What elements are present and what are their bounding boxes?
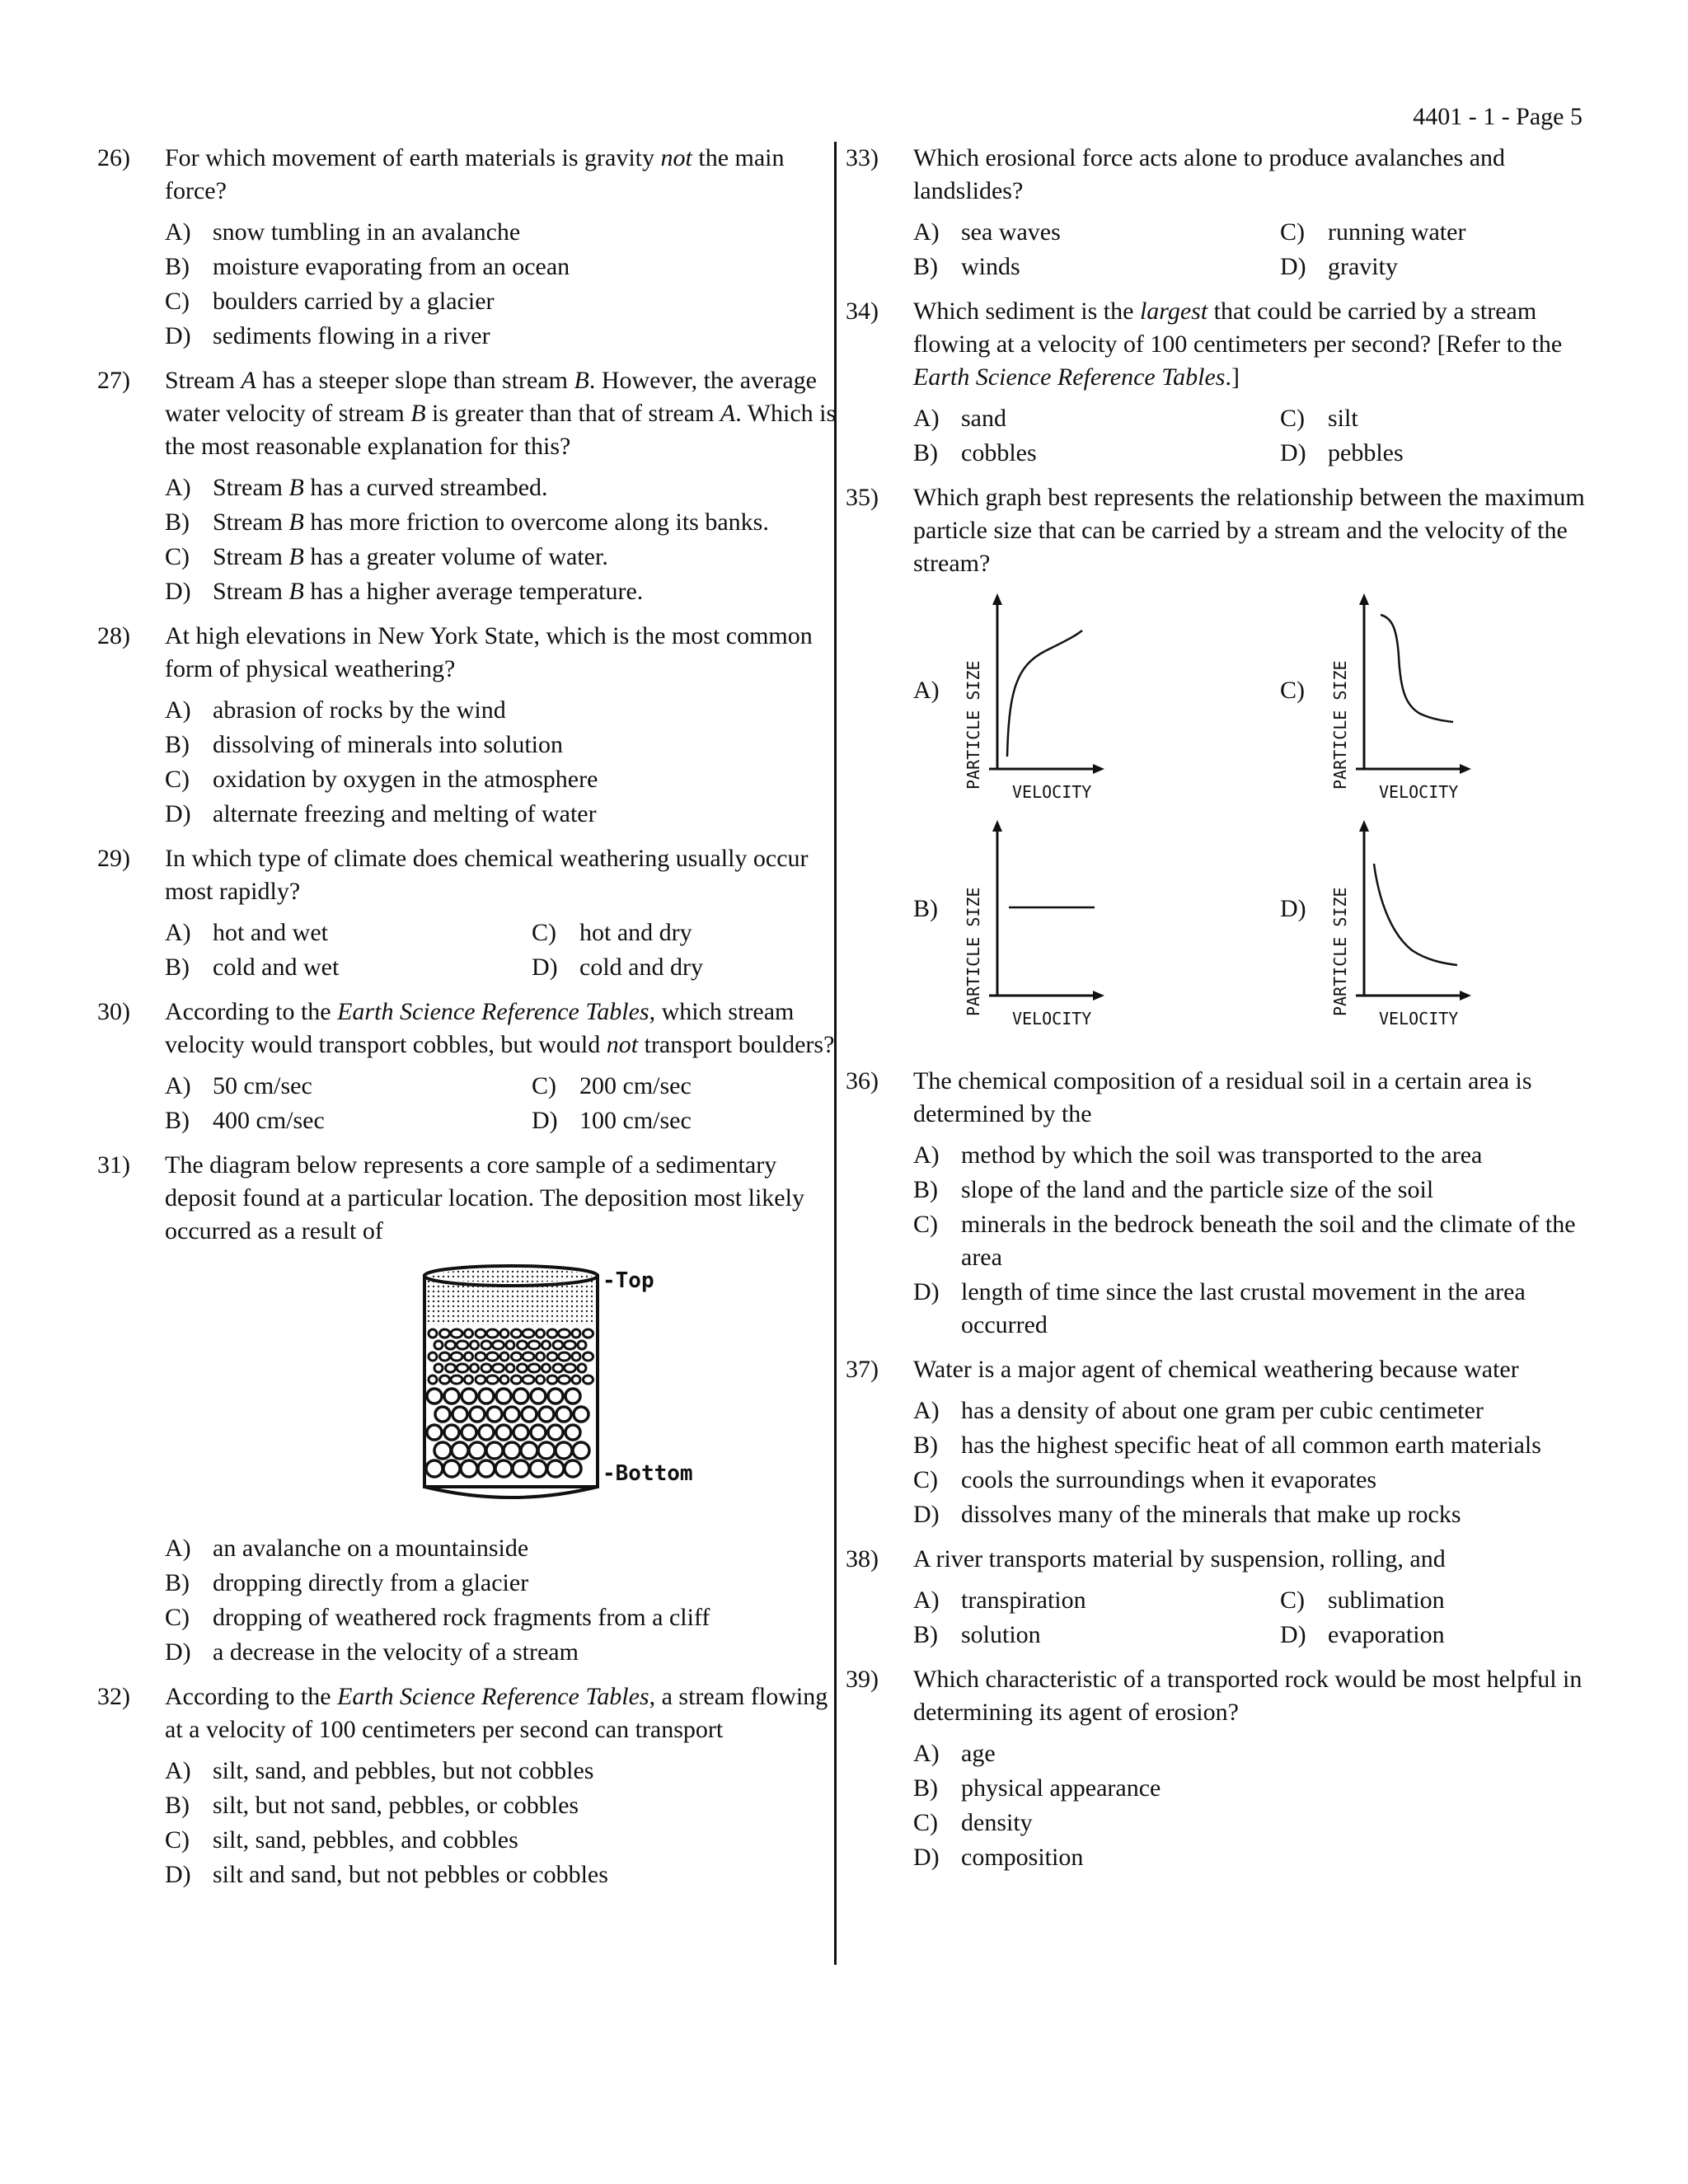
question-37: [846, 1353, 1587, 1531]
x-axis-arrow: [1093, 764, 1104, 774]
pebble-clast: [542, 1364, 551, 1372]
question-number: 26): [97, 144, 130, 171]
cobble-clast: [495, 1460, 512, 1477]
question-number: 39): [846, 1666, 879, 1693]
answer-choices: [913, 1394, 1587, 1531]
pebble-clast: [553, 1341, 563, 1349]
cobble-clast: [479, 1425, 494, 1440]
cobble-clast: [556, 1442, 572, 1459]
question-text: The chemical composition of a residual soil in a certain area is determined by the: [913, 1067, 1532, 1127]
pebble-clast: [440, 1329, 450, 1338]
x-axis-label: VELOCITY: [1012, 1009, 1092, 1029]
pebble-clast: [572, 1329, 580, 1338]
choice-d[interactable]: D) cold and dry: [532, 954, 703, 981]
pebble-clast: [500, 1376, 509, 1384]
choice-b[interactable]: B) cold and wet: [165, 954, 340, 981]
cobble-clast: [444, 1389, 459, 1404]
pebble-clast: [559, 1376, 570, 1384]
question-text: For which movement of earth materials is gravity not the main force?: [165, 144, 785, 204]
pebble-clast: [465, 1352, 473, 1361]
cobble-clast: [565, 1425, 580, 1440]
cobble-clast: [444, 1425, 459, 1440]
pebble-clast: [537, 1352, 545, 1361]
pebble-clast: [537, 1376, 545, 1384]
y-axis-label: PARTICLE SIZE: [964, 660, 983, 790]
cobble-clast: [461, 1460, 477, 1477]
cobble-clast: [462, 1425, 476, 1440]
pebble-clast: [553, 1364, 563, 1372]
pebble-clast: [506, 1364, 514, 1372]
cobble-clast: [427, 1425, 442, 1440]
cobble-clast: [531, 1425, 546, 1440]
pebble-clast: [457, 1341, 468, 1349]
pebble-clast: [512, 1376, 522, 1384]
pebble-clast: [487, 1376, 499, 1384]
pebble-clast: [429, 1329, 437, 1338]
choice-c[interactable]: C) hot and dry: [532, 919, 692, 946]
cobble-clast: [452, 1407, 467, 1422]
pebble-clast: [500, 1329, 509, 1338]
choice-b[interactable]: B) cobbles: [913, 439, 1037, 466]
pebble-clast: [512, 1329, 522, 1338]
question-36: [846, 1065, 1587, 1342]
choice-d[interactable]: D) length of time since the last crustal movement in the area occurred: [913, 1278, 1526, 1338]
choice-b[interactable]: B) Stream B has more friction to overcome along its banks.: [165, 509, 769, 536]
cobble-clast: [469, 1442, 485, 1459]
cobble-clast: [531, 1389, 546, 1404]
pebble-clast: [451, 1352, 462, 1361]
graph-letter: C): [1280, 677, 1305, 704]
pebble-clast: [429, 1376, 437, 1384]
question-text: A river transports material by suspension, rolling, and: [913, 1545, 1446, 1572]
pebble-clast: [481, 1341, 491, 1349]
pebble-clast: [559, 1352, 570, 1361]
answer-choices: [165, 216, 839, 353]
core-sample-diagram: [165, 1264, 839, 1524]
question-number: 35): [846, 484, 879, 511]
pebble-clast: [565, 1341, 576, 1349]
pebble-clast: [481, 1364, 491, 1372]
question-text: Which graph best represents the relationship between the maximum particle size that can be carried by a stream and the velocity of the stream?: [913, 484, 1585, 577]
question-number: 31): [97, 1151, 130, 1179]
pebble-clast: [465, 1329, 473, 1338]
cobble-clast: [470, 1407, 485, 1422]
question-number: 30): [97, 998, 130, 1025]
answer-choices: [165, 471, 839, 608]
choice-c[interactable]: C) minerals in the bedrock beneath the soil and the climate of the area: [913, 1211, 1576, 1271]
graph-letter: B): [913, 895, 938, 922]
pebble-clast: [528, 1364, 540, 1372]
x-axis-label: VELOCITY: [1379, 782, 1459, 802]
y-axis-arrow: [992, 820, 1002, 832]
question-text: Which characteristic of a transported rock would be most helpful in determining its agent of erosion?: [913, 1666, 1582, 1726]
choice-d[interactable]: D) gravity: [1280, 253, 1398, 280]
question-number: 37): [846, 1356, 879, 1383]
choice-a[interactable]: A) abrasion of rocks by the wind: [165, 696, 506, 724]
question-text: Stream A has a steeper slope than stream B. However, the average water velocity of stream B is greater than that of stream A. Which is the most reasonable explanation for this?: [165, 367, 837, 460]
choice-a[interactable]: A) 50 cm/sec: [165, 1072, 312, 1099]
cobble-clast: [426, 1460, 443, 1477]
cobble-clast: [565, 1460, 581, 1477]
answer-choices: [913, 1584, 1587, 1652]
pebble-clast: [493, 1364, 504, 1372]
choice-c[interactable]: C) dropping of weathered rock fragments from a cliff: [165, 1604, 710, 1631]
question-34: [846, 295, 1587, 470]
choice-a[interactable]: A) has a density of about one gram per cubic centimeter: [913, 1397, 1484, 1424]
cobble-clast: [513, 1425, 528, 1440]
question-27: [97, 364, 839, 608]
cobble-clast: [538, 1442, 555, 1459]
cobble-clast: [547, 1460, 564, 1477]
cobble-clast: [504, 1442, 520, 1459]
choice-d[interactable]: D) alternate freezing and melting of water: [165, 800, 597, 827]
pebble-clast: [518, 1341, 528, 1349]
cobble-clast: [573, 1442, 589, 1459]
pebble-clast: [476, 1329, 485, 1338]
cobble-clast: [487, 1407, 502, 1422]
pebble-clast: [451, 1329, 462, 1338]
graph-d-plot: [1329, 818, 1478, 1033]
graph-option-d[interactable]: [1280, 818, 1626, 1041]
pebble-clast: [547, 1329, 557, 1338]
cobble-clast: [434, 1442, 451, 1459]
choice-d[interactable]: D) evaporation: [1280, 1621, 1445, 1648]
question-text: Which sediment is the largest that could be carried by a stream flowing at a velocity of 100 centimeters per second? [Refer to the Earth Science Reference Tables.]: [913, 298, 1563, 391]
graph-letter: A): [913, 677, 940, 704]
choice-c[interactable]: C) density: [913, 1809, 1033, 1836]
choice-b[interactable]: B) moisture evaporating from an ocean: [165, 253, 570, 280]
pebble-clast: [446, 1341, 456, 1349]
cobble-clast: [427, 1389, 442, 1404]
cobble-clast: [496, 1425, 511, 1440]
choice-d[interactable]: D) silt and sand, but not pebbles or cobbles: [165, 1861, 608, 1888]
answer-choices: [165, 916, 839, 984]
pebble-clast: [434, 1341, 443, 1349]
question-number: 27): [97, 367, 130, 394]
question-number: 32): [97, 1683, 130, 1710]
answer-choices: [913, 402, 1587, 470]
choice-c[interactable]: C) Stream B has a greater volume of water.: [165, 543, 608, 570]
y-axis-label: PARTICLE SIZE: [964, 887, 983, 1016]
graph-c-curve: [1381, 615, 1453, 722]
cobble-clast: [479, 1389, 494, 1404]
answer-choices: [913, 1737, 1587, 1874]
question-text: According to the Earth Science Reference Tables, which stream velocity would transport cobbles, but would not transport boulders?: [165, 998, 835, 1058]
graph-d-curve: [1374, 864, 1457, 965]
x-axis-arrow: [1460, 764, 1471, 774]
question-text: According to the Earth Science Reference Tables, a stream flowing at a velocity of 100 centimeters per second can transport: [165, 1683, 828, 1743]
cobble-clast: [435, 1407, 450, 1422]
graph-letter: D): [1280, 895, 1306, 922]
choice-a[interactable]: A) sea waves: [913, 218, 1061, 246]
choice-a[interactable]: A) hot and wet: [165, 919, 328, 946]
choice-c[interactable]: C) running water: [1280, 218, 1466, 246]
cobble-clast: [574, 1407, 588, 1422]
graph-option-a[interactable]: [913, 592, 1259, 814]
pebble-clast: [584, 1329, 593, 1338]
pebble-clast: [506, 1341, 514, 1349]
cobble-clast: [504, 1407, 519, 1422]
choice-a[interactable]: A) transpiration: [913, 1586, 1086, 1614]
pebble-clast: [487, 1329, 499, 1338]
choice-b[interactable]: B) dropping directly from a glacier: [165, 1569, 529, 1596]
graph-a-plot: [963, 592, 1111, 806]
cobble-clast: [513, 1389, 528, 1404]
question-35: [846, 481, 1587, 1053]
cobble-clast: [486, 1442, 503, 1459]
question-number: 28): [97, 622, 130, 649]
cobble-clast: [565, 1389, 580, 1404]
question-number: 34): [846, 298, 879, 325]
answer-choices: [913, 1139, 1587, 1342]
choice-c[interactable]: C) sublimation: [1280, 1586, 1445, 1614]
pebble-clast: [465, 1376, 473, 1384]
core-sample-illustration: [416, 1264, 762, 1511]
pebble-clast: [429, 1352, 437, 1361]
pebble-clast: [523, 1329, 534, 1338]
cobble-clast: [521, 1442, 537, 1459]
cobble-clast: [530, 1460, 546, 1477]
pebble-clast: [578, 1341, 586, 1349]
pebble-clast: [440, 1352, 450, 1361]
choice-a[interactable]: A) method by which the soil was transported to the area: [913, 1141, 1483, 1169]
cobble-clast: [443, 1460, 460, 1477]
x-axis-arrow: [1093, 991, 1104, 1001]
pebble-clast: [572, 1352, 580, 1361]
pebble-clast: [493, 1341, 504, 1349]
question-39: [846, 1663, 1587, 1874]
question-text: Water is a major agent of chemical weathering because water: [913, 1356, 1519, 1383]
left-column: [97, 142, 839, 1903]
choice-d[interactable]: D) sediments flowing in a river: [165, 322, 490, 349]
pebble-clast: [487, 1352, 499, 1361]
question-text: Which erosional force acts alone to produce avalanches and landslides?: [913, 144, 1506, 204]
question-text: The diagram below represents a core sample of a sedimentary deposit found at a particular location. The deposition most likely occurred as a result of: [165, 1151, 804, 1244]
pebble-clast: [523, 1352, 534, 1361]
question-28: [97, 620, 839, 831]
question-30: [97, 996, 839, 1137]
question-number: 29): [97, 845, 130, 872]
question-number: 36): [846, 1067, 879, 1094]
pebble-clast: [434, 1364, 443, 1372]
choice-a[interactable]: A) Stream B has a curved streambed.: [165, 474, 548, 501]
graph-option-c[interactable]: [1280, 592, 1626, 814]
answer-choices: [913, 216, 1587, 284]
x-axis-arrow: [1460, 991, 1471, 1001]
pebble-clast: [446, 1364, 456, 1372]
cobble-clast: [539, 1407, 554, 1422]
question-text: At high elevations in New York State, which is the most common form of physical weathering?: [165, 622, 813, 682]
pebble-clast: [500, 1352, 509, 1361]
question-number: 38): [846, 1545, 879, 1572]
core-bottom-label: -Bottom: [603, 1461, 693, 1486]
choice-d[interactable]: D) a decrease in the velocity of a stream: [165, 1638, 579, 1666]
pebble-clast: [471, 1364, 479, 1372]
choice-a[interactable]: A) silt, sand, and pebbles, but not cobbles: [165, 1757, 594, 1784]
answer-choices: [165, 1532, 839, 1669]
question-32: [97, 1680, 839, 1891]
choice-b[interactable]: B) has the highest specific heat of all common earth materials: [913, 1432, 1541, 1459]
choice-b[interactable]: B) slope of the land and the particle size of the soil: [913, 1176, 1434, 1203]
cobble-clast: [548, 1389, 563, 1404]
cobble-clast: [522, 1407, 537, 1422]
pebble-clast: [512, 1352, 522, 1361]
graph-option-b[interactable]: [913, 818, 1259, 1041]
question-26: [97, 142, 839, 353]
right-column: [846, 142, 1587, 1886]
choice-c[interactable]: C) oxidation by oxygen in the atmosphere: [165, 766, 598, 793]
choice-b[interactable]: B) winds: [913, 253, 1020, 280]
choice-a[interactable]: A) snow tumbling in an avalanche: [165, 218, 521, 246]
cobble-clast: [478, 1460, 495, 1477]
pebble-clast: [559, 1329, 570, 1338]
cobble-clast: [556, 1407, 571, 1422]
pebble-clast: [457, 1364, 468, 1372]
graph-c-plot: [1329, 592, 1478, 806]
choice-d[interactable]: D) Stream B has a higher average temperature.: [165, 578, 644, 605]
choice-c[interactable]: C) 200 cm/sec: [532, 1072, 692, 1099]
pebble-clast: [523, 1376, 534, 1384]
choice-d[interactable]: D) composition: [913, 1844, 1084, 1871]
y-axis-arrow: [1359, 820, 1369, 832]
answer-choices: [165, 694, 839, 831]
choice-b[interactable]: B) dissolving of minerals into solution: [165, 731, 563, 758]
graph-a-curve: [1007, 630, 1082, 757]
question-number: 33): [846, 144, 879, 171]
pebble-clast: [528, 1341, 540, 1349]
y-axis-arrow: [1359, 593, 1369, 605]
y-axis-arrow: [992, 593, 1002, 605]
cobble-clast: [496, 1389, 511, 1404]
question-31: [97, 1149, 839, 1669]
question-text: In which type of climate does chemical weathering usually occur most rapidly?: [165, 845, 809, 905]
cobble-clast: [548, 1425, 563, 1440]
y-axis-label: PARTICLE SIZE: [1330, 887, 1350, 1016]
choice-b[interactable]: B) 400 cm/sec: [165, 1107, 325, 1134]
pebble-clast: [584, 1352, 593, 1361]
choice-d[interactable]: D) pebbles: [1280, 439, 1404, 466]
x-axis-label: VELOCITY: [1379, 1009, 1459, 1029]
pebble-clast: [572, 1376, 580, 1384]
choice-d[interactable]: D) 100 cm/sec: [532, 1107, 692, 1134]
pebble-clast: [537, 1329, 545, 1338]
cobble-clast: [513, 1460, 529, 1477]
choice-c[interactable]: C) boulders carried by a glacier: [165, 288, 495, 315]
graph-options: [913, 592, 1587, 1053]
pebble-clast: [565, 1364, 576, 1372]
pebble-clast: [471, 1341, 479, 1349]
pebble-clast: [584, 1376, 593, 1384]
question-29: [97, 842, 839, 984]
pebble-clast: [578, 1364, 586, 1372]
pebble-clast: [476, 1376, 485, 1384]
pebble-clast: [542, 1341, 551, 1349]
page-header: 4401 - 1 - Page 5: [1413, 103, 1582, 130]
pebble-clast: [518, 1364, 528, 1372]
choice-b[interactable]: B) silt, but not sand, pebbles, or cobbles: [165, 1792, 579, 1819]
choice-a[interactable]: A) an avalanche on a mountainside: [165, 1535, 529, 1562]
pebble-clast: [440, 1376, 450, 1384]
cobble-clast: [452, 1442, 468, 1459]
core-top-label: -Top: [603, 1268, 654, 1293]
choice-a[interactable]: A) sand: [913, 405, 1006, 432]
choice-c[interactable]: C) silt: [1280, 405, 1358, 432]
answer-choices: [165, 1755, 839, 1891]
choice-a[interactable]: A) age: [913, 1740, 996, 1767]
cobble-clast: [462, 1389, 476, 1404]
pebble-clast: [476, 1352, 485, 1361]
choice-b[interactable]: B) physical appearance: [913, 1774, 1161, 1802]
graph-b-plot: [963, 818, 1111, 1033]
pebble-clast: [547, 1376, 557, 1384]
question-33: [846, 142, 1587, 284]
x-axis-label: VELOCITY: [1012, 782, 1092, 802]
choice-b[interactable]: B) solution: [913, 1621, 1041, 1648]
question-38: [846, 1543, 1587, 1652]
answer-choices: [165, 1070, 839, 1137]
y-axis-label: PARTICLE SIZE: [1330, 660, 1350, 790]
pebble-clast: [547, 1352, 557, 1361]
pebble-clast: [451, 1376, 462, 1384]
choice-c[interactable]: C) silt, sand, pebbles, and cobbles: [165, 1826, 518, 1854]
choice-c[interactable]: C) cools the surroundings when it evaporates: [913, 1466, 1377, 1493]
choice-d[interactable]: D) dissolves many of the minerals that make up rocks: [913, 1501, 1461, 1528]
